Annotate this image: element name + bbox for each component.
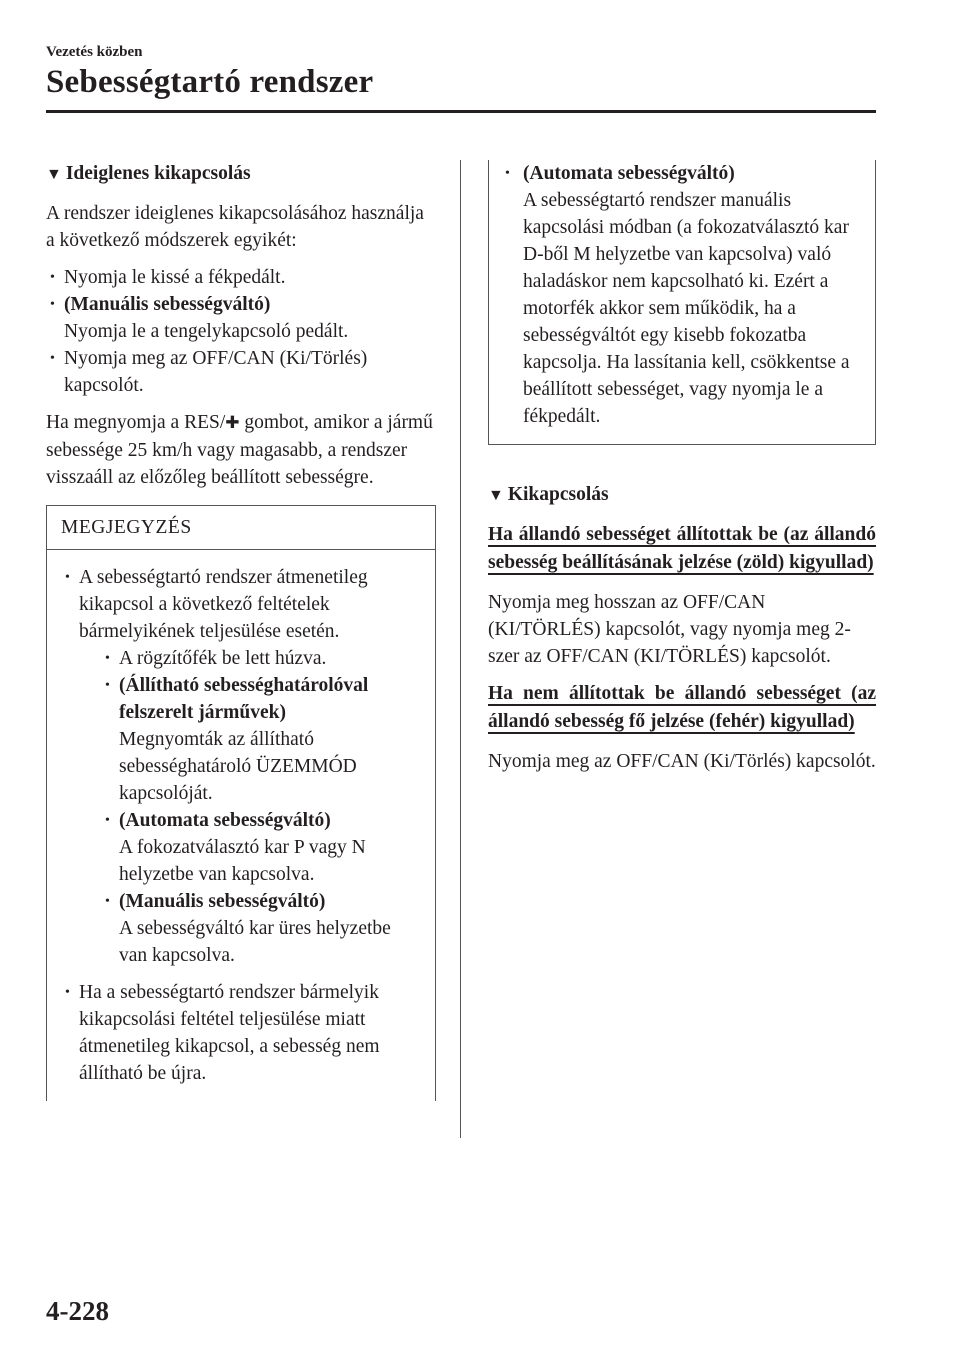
- list-item: [101, 888, 423, 969]
- list-item-text: Ha a sebességtartó rendszer bármelyik kikapcsolási feltétel teljesülése miatt átmenetileg kikapcsol, a sebesség nem állítható be újra.: [79, 982, 380, 1084]
- list-item-text: Nyomja meg az OFF/CAN (Ki/Törlés) kapcsolót.: [64, 348, 368, 396]
- bullet-icon: •: [105, 894, 110, 909]
- note-body: [47, 550, 435, 1087]
- list-item-heading: (Állítható sebességhatárolóval felszerelt járművek): [119, 675, 369, 723]
- note-list: [61, 564, 423, 1087]
- triangle-down-icon: ▼: [488, 487, 504, 504]
- list-item-text: A sebességtartó rendszer manuális kapcsolási módban (a fokozatválasztó kar D-ből M helyzetbe van kapcsolva) való haladáskor nem kapcsolható ki. Ezért a motorfék akkor sem működik, ha a sebességváltót egy kisebb fokozatba kapcsolja. Ha lassítania kell, csökkentse a beállított sebességet, vagy nyomja le a fékpedált.: [523, 190, 850, 427]
- triangle-down-icon: ▼: [46, 166, 62, 183]
- section-heading-temporary: [46, 160, 436, 188]
- list-item: [61, 564, 423, 969]
- list-item: [46, 264, 436, 291]
- list-item-heading: (Automata sebességváltó): [523, 163, 735, 184]
- right-column: [488, 160, 876, 785]
- note-box-continued: [488, 160, 876, 445]
- list-item-text: A rögzítőfék be lett húzva.: [119, 648, 327, 669]
- section-heading-text: Kikapcsolás: [507, 484, 609, 505]
- list-item-text: Nyomja le kissé a fékpedált.: [64, 267, 286, 288]
- breadcrumb: Vezetés közben: [46, 44, 143, 60]
- list-item: [501, 160, 863, 430]
- list-item-text: Nyomja le a tengelykapcsoló pedált.: [64, 321, 349, 342]
- list-item: [101, 672, 423, 807]
- list-item-heading: (Automata sebességváltó): [119, 810, 331, 831]
- note-title: MEGJEGYZÉS: [47, 506, 435, 550]
- resume-paragraph: [46, 409, 436, 491]
- methods-list: [46, 264, 436, 399]
- bullet-icon: •: [505, 166, 510, 181]
- bullet-icon: •: [105, 813, 110, 828]
- list-item: [46, 291, 436, 345]
- header-rule: [46, 110, 876, 113]
- bullet-icon: •: [105, 678, 110, 693]
- condition-heading-set: Ha állandó sebességet állítottak be (az állandó sebesség beállításának jelzése (zöld) kigyullad): [488, 524, 876, 573]
- section-heading-text: Ideiglenes kikapcsolás: [65, 163, 251, 184]
- list-item: [61, 979, 423, 1087]
- bullet-icon: •: [65, 985, 70, 1000]
- list-item-heading: (Manuális sebességváltó): [64, 294, 271, 315]
- list-item: [46, 345, 436, 399]
- list-item-heading: (Manuális sebességváltó): [119, 891, 326, 912]
- note-sublist: [79, 645, 423, 969]
- section-heading-off: [488, 481, 876, 509]
- list-item-text: A sebességváltó kar üres helyzetbe van kapcsolva.: [119, 918, 391, 966]
- list-item: [101, 807, 423, 888]
- bullet-icon: •: [50, 351, 55, 366]
- list-item-text: A sebességtartó rendszer átmenetileg kikapcsol a következő feltételek bármelyikének teljesülése esetén.: [79, 567, 368, 642]
- resume-text-end: gombot, amikor a jármű sebessége 25 km/h vagy magasabb, a rendszer visszaáll az előzőleg beállított sebességre.: [46, 412, 433, 488]
- page-title: Sebességtartó rendszer: [46, 64, 374, 100]
- instruction-paragraph: Nyomja meg hosszan az OFF/CAN (KI/TÖRLÉS) kapcsolót, vagy nyomja meg 2-szer az OFF/CAN (KI/TÖRLÉS) kapcsolót.: [488, 592, 851, 667]
- note-box: [46, 505, 436, 1101]
- list-item-text: Megnyomták az állítható sebességhatároló ÜZEMMÓD kapcsolóját.: [119, 729, 357, 804]
- page-number: 4-228: [46, 1296, 109, 1326]
- bullet-icon: •: [65, 570, 70, 585]
- intro-paragraph: A rendszer ideiglenes kikapcsolásához használja a következő módszerek egyikét:: [46, 203, 424, 251]
- list-item: [101, 645, 423, 672]
- plus-icon: ✚: [225, 413, 240, 433]
- instruction-paragraph: Nyomja meg az OFF/CAN (Ki/Törlés) kapcsolót.: [488, 751, 876, 772]
- condition-heading-not-set: Ha nem állítottak be állandó sebességet (az állandó sebesség fő jelzése (fehér) kigyullad): [488, 683, 876, 732]
- left-column: [46, 160, 436, 1101]
- resume-text-start: Ha megnyomja a RES/: [46, 412, 226, 433]
- note-list-continued: [501, 160, 863, 430]
- bullet-icon: •: [50, 297, 55, 312]
- list-item-text: A fokozatválasztó kar P vagy N helyzetbe van kapcsolva.: [119, 837, 366, 885]
- bullet-icon: •: [50, 270, 55, 285]
- bullet-icon: •: [105, 651, 110, 666]
- column-divider: [460, 160, 461, 1138]
